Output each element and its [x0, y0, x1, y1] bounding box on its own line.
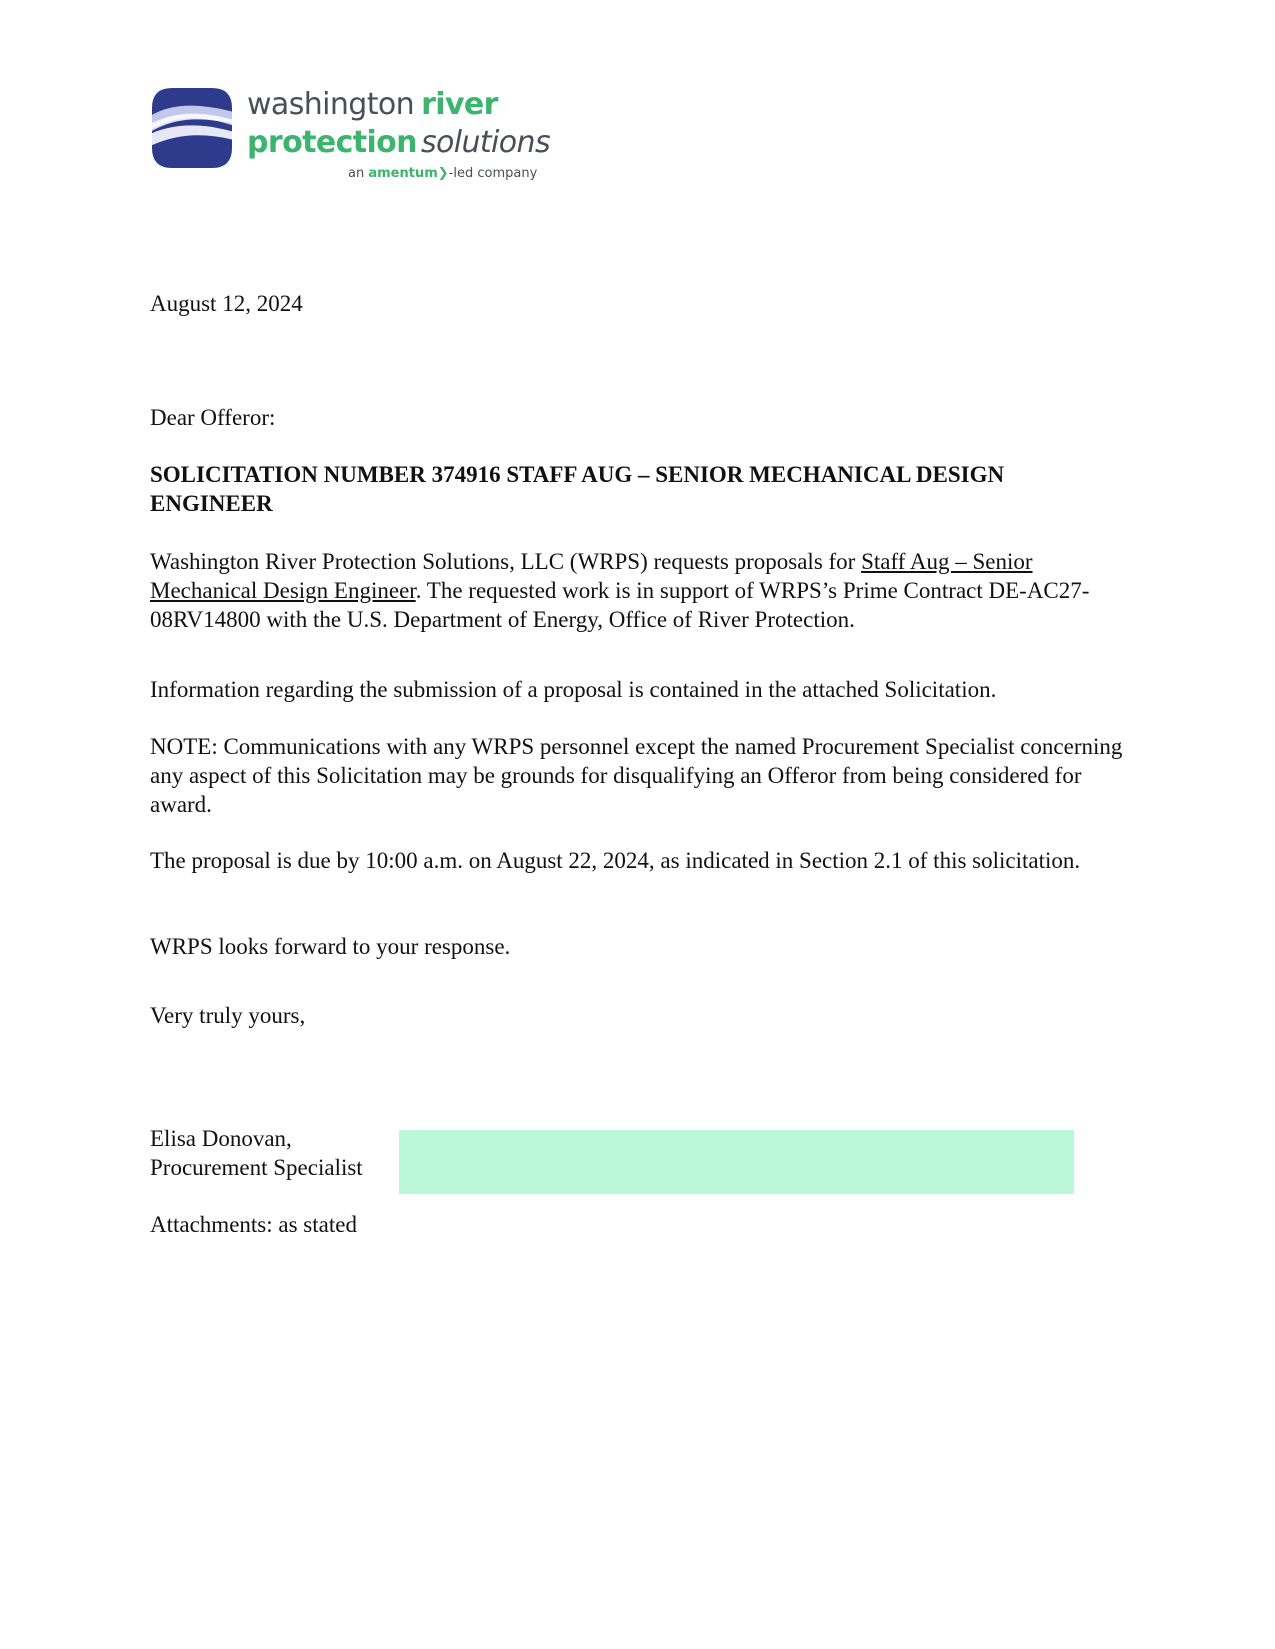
logo-word-protection: protection [247, 125, 417, 160]
signer-title: Procurement Specialist [150, 1155, 363, 1180]
body-paragraph-note: NOTE: Communications with any WRPS personnel except the named Procurement Specialist concerning any aspect of this Solicitation may be grounds for disqualifying an Offeror from being considered for award. [150, 734, 1123, 817]
logo-tagline [348, 166, 537, 182]
logo-word-river: river [421, 87, 498, 122]
logo-tagline-an: an [348, 166, 365, 181]
body-paragraph-submission: Information regarding the submission of a proposal is contained in the attached Solicitation. [150, 677, 997, 702]
body-text-intro: Washington River Protection Solutions, LLC (WRPS) requests proposals for [150, 549, 862, 574]
chevron-right-icon: ❯ [437, 166, 449, 181]
solicitation-title-underlined: Staff Aug – Senior Mechanical Design Engineer [150, 549, 1033, 603]
body-paragraph-response: WRPS looks forward to your response. [150, 934, 511, 959]
river-wave-logo-icon [150, 86, 234, 170]
logo-wordmark-line1 [247, 88, 498, 122]
closing: Very truly yours, [150, 1003, 306, 1028]
body-text-contract: . The requested work is in support of WRPS’s Prime Contract DE-AC27-08RV14800 with the U.S. Department of Energy, Office of River Protection. [150, 578, 1090, 632]
logo-tagline-brand: amentum [368, 166, 438, 181]
attachments-note: Attachments: as stated [150, 1212, 357, 1237]
letter-date: August 12, 2024 [150, 291, 303, 316]
logo-word-washington: washington [247, 87, 415, 122]
body-paragraph-request [150, 547, 1125, 634]
signer-name: Elisa Donovan, [150, 1126, 292, 1151]
logo-tagline-suffix: -led company [448, 166, 538, 181]
salutation: Dear Offeror: [150, 405, 276, 430]
company-logo [150, 86, 570, 186]
body-paragraph-due-date: The proposal is due by 10:00 a.m. on August 22, 2024, as indicated in Section 2.1 of this solicitation. [150, 848, 1081, 873]
logo-word-solutions: solutions [420, 125, 550, 160]
subject-heading: SOLICITATION NUMBER 374916 STAFF AUG – SENIOR MECHANICAL DESIGN ENGINEER [150, 462, 1005, 516]
redacted-signature-block [399, 1130, 1074, 1194]
logo-wordmark-line2 [247, 126, 550, 160]
